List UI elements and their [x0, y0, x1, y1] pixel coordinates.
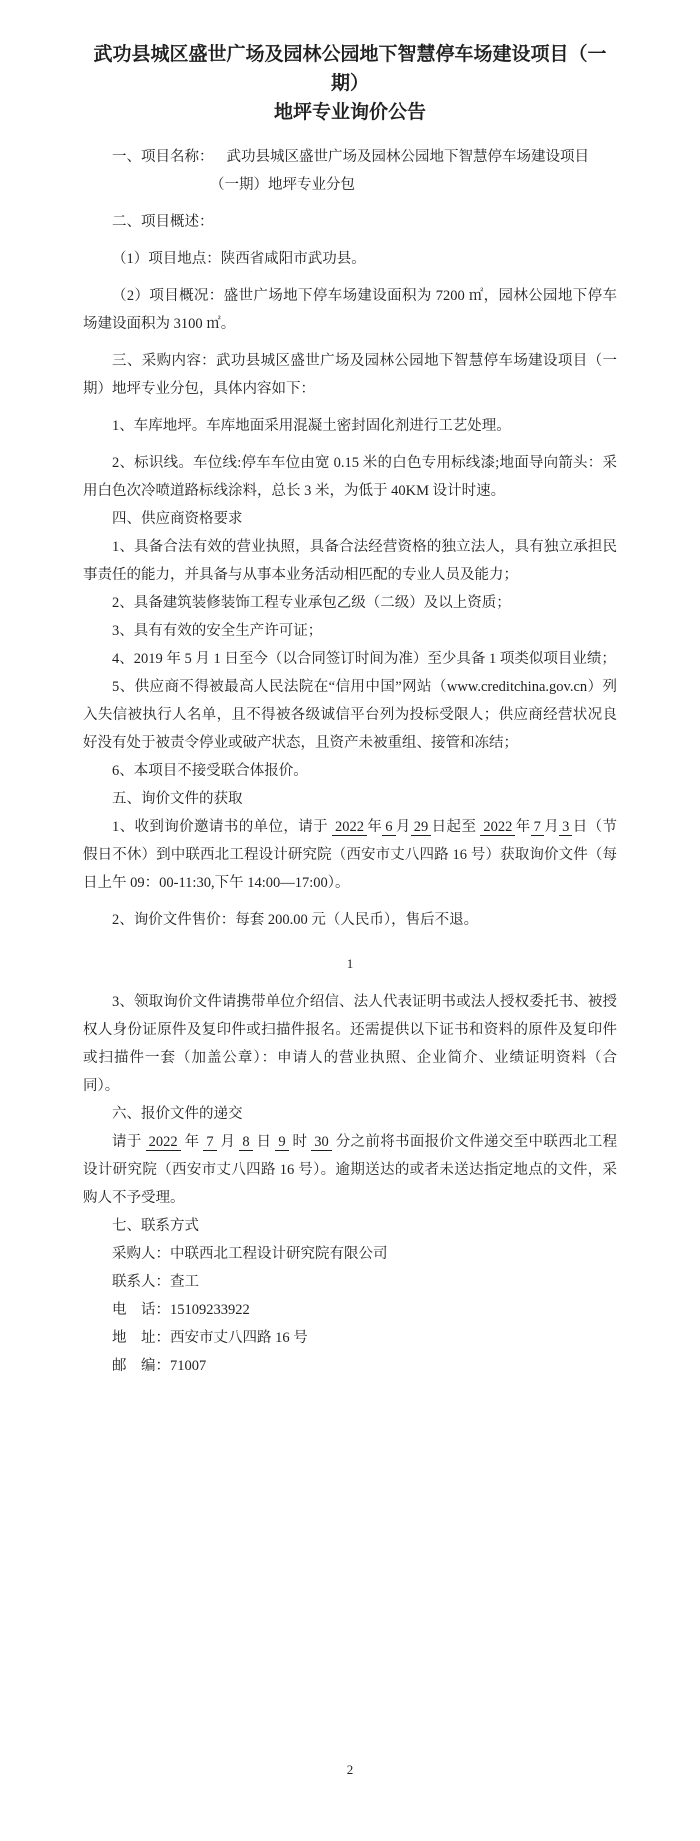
section-6-heading: 六、报价文件的递交	[112, 1106, 243, 1122]
page-2-number: 2	[346, 1762, 354, 1777]
section-1-value-line2: （一期）地坪专业分包	[210, 177, 355, 193]
contact-person: 联系人：查工	[112, 1274, 199, 1290]
section-3-item-marking-lines: 2、标识线。车位线:停车车位由宽 0.15 米的白色专用标线漆;地面导向箭头：采用白色次冷喷道路标线涂料，总长 3 米，为低于 40KM 设计时速。	[83, 455, 617, 499]
s5-underline-day-end: 3	[559, 819, 572, 836]
document-title-line2: 地坪专业询价公告	[273, 102, 426, 123]
s5-underline-month-start: 6	[382, 819, 395, 836]
section-4-item-3: 3、具有有效的安全生产许可证；	[112, 623, 323, 639]
section-4-item-1: 1、具备合法有效的营业执照，具备合法经营资格的独立法人，具有独立承担民事责任的能力，并具备与从事本业务活动相匹配的专业人员及能力；	[83, 539, 617, 583]
s6-text-5: 分之前将书面报价文件递交至中联西北工程设计研究院（西安市丈八四路 16 号）。逾期送达的或者未送达指定地点的文件，采购人不予受理。	[83, 1134, 618, 1206]
contact-purchaser: 采购人：中联西北工程设计研究院有限公司	[112, 1246, 388, 1262]
section-2-item-overview: （2）项目概况：盛世广场地下停车场建设面积为 7200 ㎡，园林公园地下停车场建设面积为 3100 ㎡。	[83, 288, 617, 332]
section-7-heading: 七、联系方式	[112, 1218, 199, 1234]
s5-text-pre: 1、收到询价邀请书的单位，请于	[112, 819, 328, 835]
section-3-heading: 三、采购内容：武功县城区盛世广场及园林公园地下智慧停车场建设项目（一期）地坪专业分包，具体内容如下：	[83, 353, 617, 397]
section-5-item-3: 3、领取询价文件请携带单位介绍信、法人代表证明书或法人授权委托书、被授权人身份证原件及复印件或扫描件报名。还需提供以下证书和资料的原件及复印件或扫描件一套（加盖公章）：申请人的营业执照、企业简介、业绩证明资料（合同）。	[83, 994, 617, 1094]
section-4-heading: 四、供应商资格要求	[112, 511, 243, 527]
s6-text-pre: 请于	[112, 1134, 142, 1150]
s6-underline-minute: 30	[311, 1134, 332, 1151]
section-2-heading: 二、项目概述：	[112, 214, 214, 230]
section-5-item-2: 2、询价文件售价：每套 200.00 元（人民币），售后不退。	[112, 912, 479, 928]
s6-text-4: 时	[292, 1134, 308, 1150]
s5-underline-year-start: 2022	[332, 819, 367, 836]
s5-underline-year-end: 2022	[480, 819, 515, 836]
section-5-item-1	[83, 813, 617, 897]
document-title	[83, 40, 617, 127]
contact-address: 地 址：西安市丈八四路 16 号	[112, 1330, 308, 1346]
section-6-body	[83, 1128, 617, 1212]
section-4-item-6: 6、本项目不接受联合体报价。	[112, 763, 308, 779]
s5-text-6: 日（节假日不休）到中联西北工程设计研究院（西安市丈八四路 16 号）获取询价文件（每日上午 09：00-11:30,下午 14:00—17:00）。	[83, 819, 618, 891]
section-1-value-line1: 武功县城区盛世广场及园林公园地下智慧停车场建设项目	[226, 149, 589, 165]
contact-phone: 电 话：15109233922	[112, 1302, 250, 1318]
s6-text-1: 年	[184, 1134, 200, 1150]
section-1-label: 一、项目名称：	[112, 149, 214, 165]
s5-text-3: 日起至	[431, 819, 477, 835]
section-2-item-location: （1）项目地点：陕西省咸阳市武功县。	[112, 251, 366, 267]
s5-text-5: 月	[543, 819, 560, 835]
s6-underline-month: 7	[203, 1134, 216, 1151]
section-4-item-4: 4、2019 年 5 月 1 日至今（以合同签订时间为准）至少具备 1 项类似项目业绩；	[112, 651, 616, 667]
contact-postcode: 邮 编：71007	[112, 1358, 207, 1374]
s6-underline-year: 2022	[146, 1134, 181, 1151]
s6-text-2: 月	[220, 1134, 236, 1150]
document-title-line1: 武功县城区盛世广场及园林公园地下智慧停车场建设项目（一期）	[93, 44, 607, 94]
s6-underline-hour: 9	[275, 1134, 288, 1151]
page-1-number: 1	[346, 956, 354, 971]
s6-underline-day: 8	[239, 1134, 252, 1151]
s5-text-2: 月	[395, 819, 411, 835]
section-5-heading: 五、询价文件的获取	[112, 791, 243, 807]
section-4-item-5: 5、供应商不得被最高人民法院在“信用中国”网站（www.creditchina.gov.cn）列入失信被执行人名单，且不得被各级诚信平台列为投标受限人；供应商经营状况良好没有处于被责令停业或破产状态，且资产未被重组、接管和冻结；	[83, 679, 617, 751]
section-3-item-garage-floor: 1、车库地坪。车库地面采用混凝土密封固化剂进行工艺处理。	[112, 418, 511, 434]
s5-text-1: 年	[367, 819, 383, 835]
section-1-project-name	[83, 143, 617, 199]
s5-underline-day-start: 29	[411, 819, 432, 836]
s5-text-4: 年	[515, 819, 531, 835]
s6-text-3: 日	[256, 1134, 272, 1150]
section-4-item-2: 2、具备建筑装修装饰工程专业承包乙级（二级）及以上资质；	[112, 595, 511, 611]
s5-underline-month-end: 7	[531, 819, 544, 836]
